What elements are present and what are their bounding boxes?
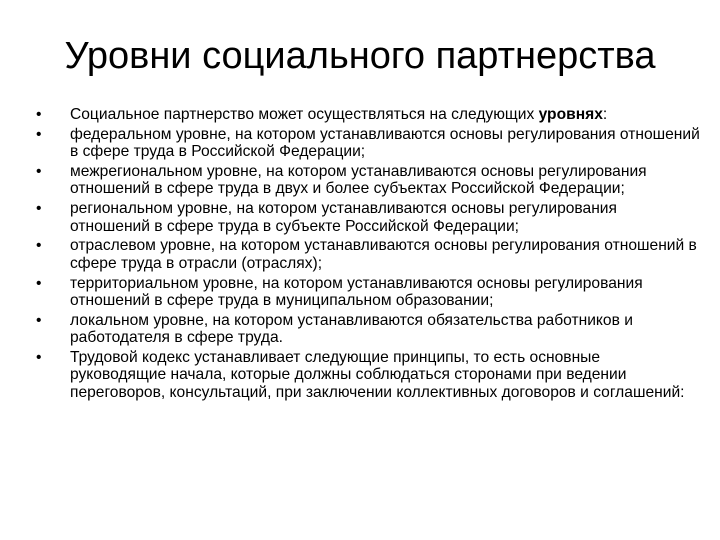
bullet-icon: • bbox=[36, 163, 42, 180]
bullet-item-regional bbox=[36, 200, 700, 235]
bullet-item-federal bbox=[36, 126, 700, 161]
bullet-item-local bbox=[36, 312, 700, 347]
bullet-icon: • bbox=[36, 125, 42, 143]
bullet-list bbox=[36, 106, 700, 404]
bullet-icon: • bbox=[36, 349, 42, 367]
bullet-icon: • bbox=[36, 274, 42, 292]
bullet-icon: • bbox=[36, 106, 42, 123]
bullet-text: локальном уровне, на котором устанавливаются обязательства работников и работодателя в сфере труда. bbox=[70, 311, 633, 347]
slide-title: Уровни социального партнерства bbox=[64, 35, 656, 77]
bullet-item-interregional bbox=[36, 163, 700, 198]
bullet-text: отраслевом уровне, на котором устанавливаются основы регулирования отношений в сфере труда в отрасли (отраслях); bbox=[70, 237, 697, 272]
bullet-text: межрегиональном уровне, на котором устанавливаются основы регулирования отношений в сфере труда в двух и более субъектах Российской Федерации; bbox=[70, 163, 647, 198]
bullet-suffix: : bbox=[602, 106, 608, 123]
bullet-item-labor-code bbox=[36, 349, 700, 401]
bullet-text: территориальном уровне, на котором устанавливаются основы регулирования отношений в сфере труда в муниципальном образовании; bbox=[70, 274, 643, 310]
bullet-item-intro bbox=[36, 106, 700, 123]
bullet-text: Трудовой кодекс устанавливает следующие принципы, то есть основные руководящие начала, которые должны соблюдаться сторонами при ведении переговоров, консультаций, при заключении коллективных договоров и соглашений: bbox=[70, 349, 685, 401]
bullet-icon: • bbox=[36, 311, 42, 329]
bullet-item-territorial bbox=[36, 275, 700, 310]
bullet-icon: • bbox=[36, 237, 42, 255]
bullet-text: федеральном уровне, на котором устанавливаются основы регулирования отношений в сфере труда в Российской Федерации; bbox=[70, 125, 700, 161]
bullet-icon: • bbox=[36, 200, 42, 218]
bullet-emphasis: уровнях bbox=[538, 106, 603, 123]
bullet-text: Социальное партнерство может осуществляться на следующих bbox=[70, 106, 539, 123]
bullet-text: региональном уровне, на котором устанавливаются основы регулирования отношений в сфере труда в субъекте Российской Федерации; bbox=[70, 200, 617, 235]
bullet-item-sectoral bbox=[36, 237, 700, 272]
